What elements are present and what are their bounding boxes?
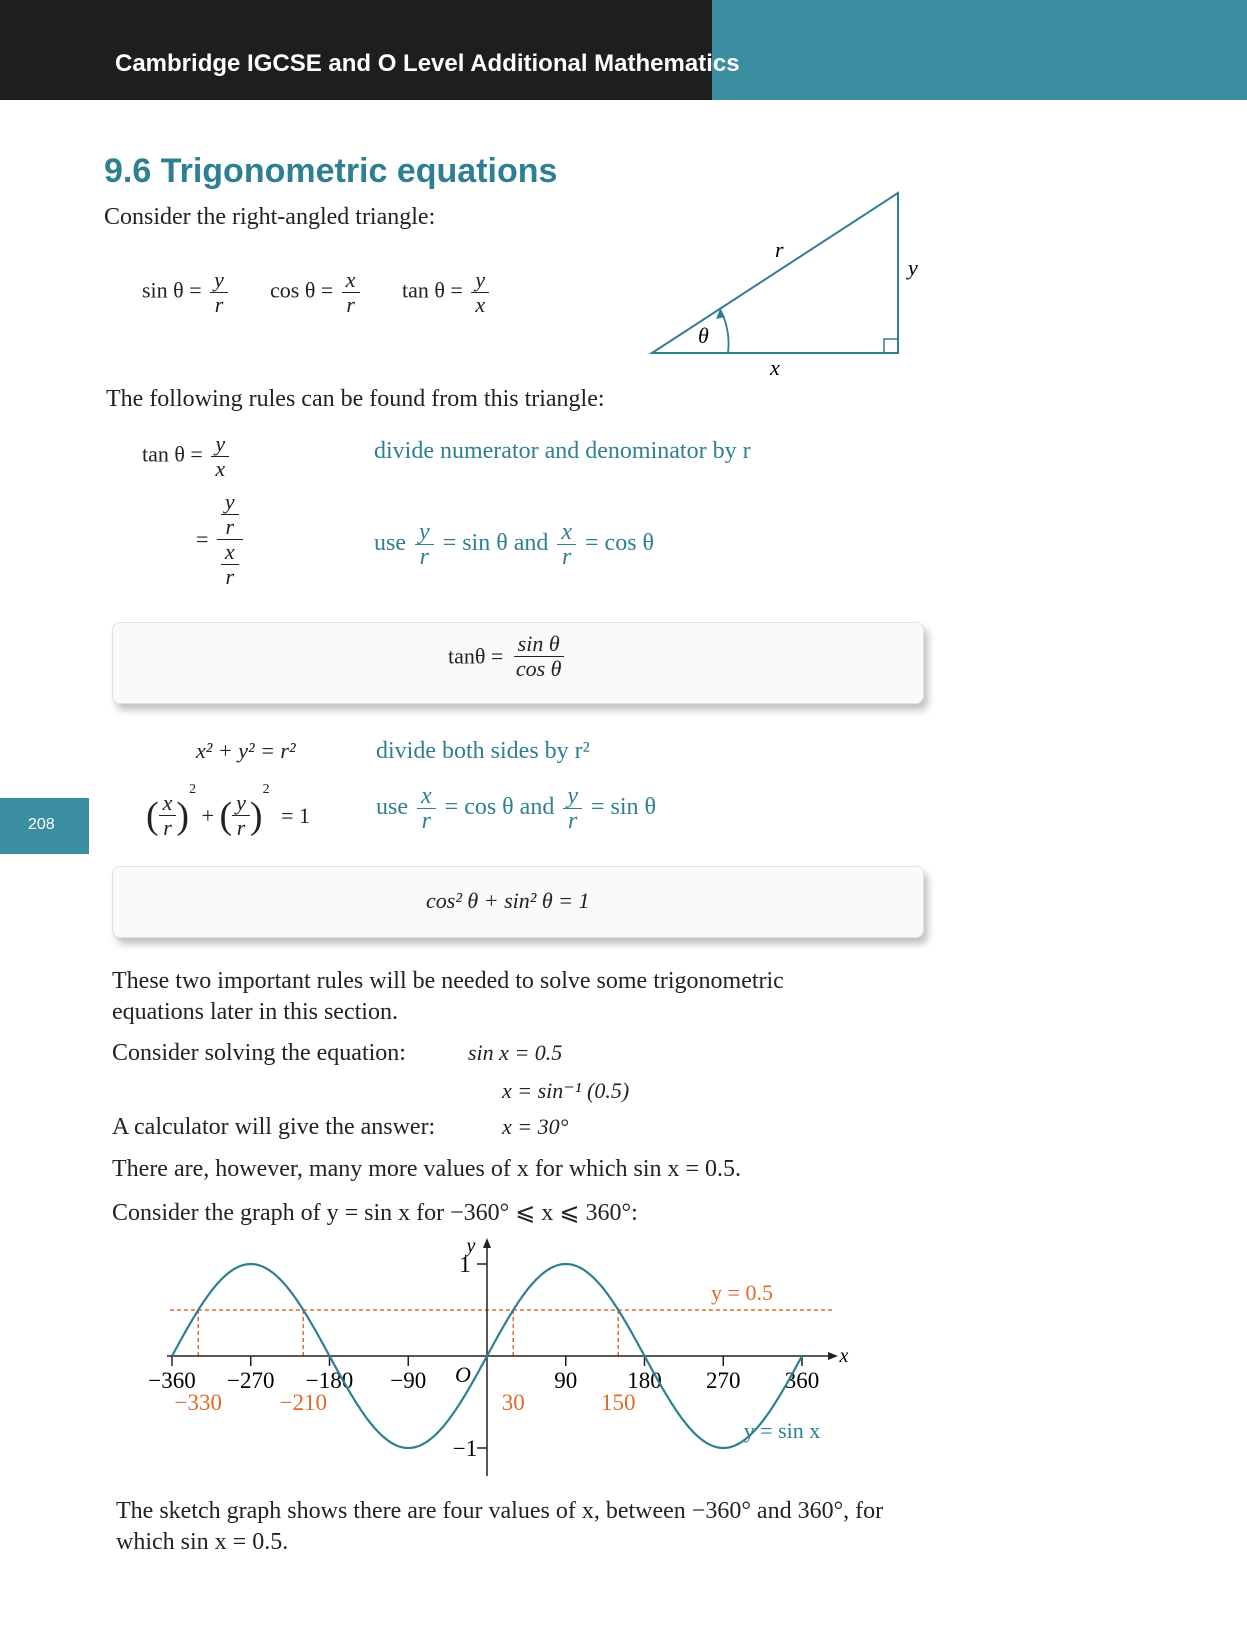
header-accent <box>712 0 1247 100</box>
solution-label: −210 <box>279 1390 327 1415</box>
triangle-hyp-label: r <box>775 237 784 262</box>
x-tick-label: 90 <box>554 1368 578 1393</box>
derivation1-line1: tan θ = $\frac{y}{x}$ <box>142 432 232 481</box>
series-label-sin: y = sin x <box>743 1418 821 1443</box>
derivation1-note2: use $\frac{y}{r}$ = sin θ and $\frac{x}{r}$ = cos θ <box>374 519 655 570</box>
x-axis-label: x <box>839 1345 849 1367</box>
x-tick-label: −90 <box>390 1368 427 1393</box>
y-tick-label: −1 <box>452 1436 478 1461</box>
section-title: 9.6 Trigonometric equations <box>104 152 558 190</box>
para-important-rules: These two important rules will be needed to solve some trigonometric equations later in this section. <box>112 968 784 1025</box>
derivation2-line1: x² + y² = r² <box>196 738 296 763</box>
x-tick-label: 180 <box>627 1368 662 1393</box>
rules-intro: The following rules can be found from this triangle: <box>106 386 605 412</box>
x-tick-label: −270 <box>227 1368 275 1393</box>
para-more-values: There are, however, many more values of x for which sin x = 0.5. <box>112 1156 742 1182</box>
triangle-adj-label: x <box>770 355 780 380</box>
solve-label: Consider solving the equation: <box>112 1040 406 1066</box>
origin-label: O <box>455 1362 471 1387</box>
cos-lhs: cos θ = <box>270 277 334 303</box>
para-graph-intro: Consider the graph of y = sin x for −360° ⩽ x ⩽ 360°: <box>112 1200 638 1226</box>
y-axis-arrow <box>483 1238 491 1248</box>
tan-definition: tan θ = $\frac{y}{x}$ <box>402 268 492 317</box>
sin-lhs: sin θ = <box>142 277 202 303</box>
triangle-opp-label: y <box>908 255 918 280</box>
solve-eq2: x = sin⁻¹ (0.5) <box>502 1078 630 1103</box>
para-conclusion: The sketch graph shows there are four values of x, between −360° and 360°, for which sin x = 0.5. <box>116 1498 884 1555</box>
sin-definition: sin θ = $\frac{y}{r}$ <box>142 268 231 317</box>
identity-pythagorean: cos² θ + sin² θ = 1 <box>426 888 590 913</box>
solution-label: −330 <box>174 1390 222 1415</box>
y-tick-label: 1 <box>459 1252 471 1277</box>
page-number: 208 <box>28 816 55 833</box>
triangle-angle-label: θ <box>698 323 709 348</box>
solve-eq1: sin x = 0.5 <box>468 1040 563 1065</box>
derivation2-note1: divide both sides by r² <box>376 738 590 764</box>
series-label-y-half: y = 0.5 <box>711 1280 773 1305</box>
derivation1-note1: divide numerator and denominator by r <box>374 438 751 464</box>
solution-label: 150 <box>601 1390 636 1415</box>
tan-lhs: tan θ = <box>402 277 463 303</box>
book-title: Cambridge IGCSE and O Level Additional Mathematics <box>115 50 740 77</box>
calculator-label: A calculator will give the answer: <box>112 1114 436 1140</box>
sine-graph <box>0 1236 1247 1486</box>
right-triangle-diagram <box>640 185 920 385</box>
derivation2-line2: ( $\frac{x}{r}$ )$^2$ + ( $\frac{y}{r}$ )$^2$ = 1 <box>146 782 310 841</box>
identity-tan: tanθ = $\frac{\text{sin θ}}{\text{cos θ}}$ <box>448 632 568 681</box>
y-axis-label: y <box>466 1236 476 1257</box>
x-tick-label: 360 <box>784 1368 820 1393</box>
x-tick-label: −360 <box>148 1368 196 1393</box>
solution-label: 30 <box>501 1390 525 1415</box>
x-tick-label: 270 <box>706 1368 741 1393</box>
intro-text: Consider the right-angled triangle: <box>104 204 436 230</box>
x-axis-arrow <box>828 1352 838 1360</box>
derivation2-note2: use $\frac{x}{r}$ = cos θ and $\frac{y}{r}$ = sin θ <box>376 783 657 834</box>
x-tick-label: −180 <box>305 1368 354 1393</box>
cos-definition: cos θ = $\frac{x}{r}$ <box>270 268 363 317</box>
derivation1-line2: = $\frac{\frac{y}{r}}{\frac{x}{r}}$ <box>196 490 246 589</box>
solve-eq3: x = 30° <box>502 1114 569 1139</box>
